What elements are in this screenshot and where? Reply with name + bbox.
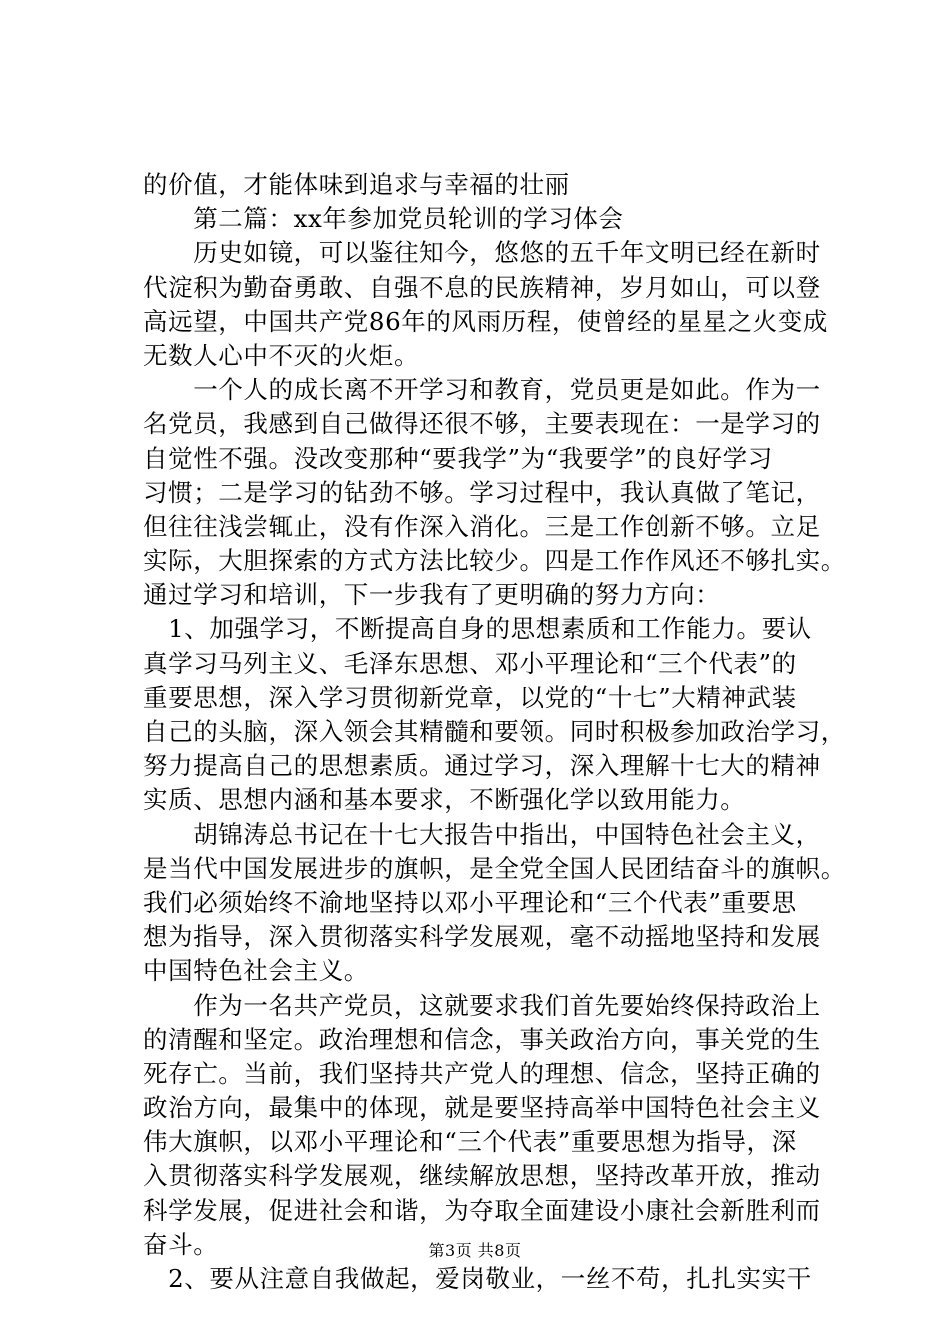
text-line: 历史如镜，可以鉴往知今，悠悠的五千年文明已经在新时: [143, 238, 821, 268]
text-line: 入贯彻落实科学发展观，继续解放思想，坚持改革开放，推动: [143, 1161, 821, 1191]
text-line: 努力提高自己的思想素质。通过学习，深入理解十七大的精神: [143, 751, 821, 781]
text-line: 胡锦涛总书记在十七大报告中指出，中国特色社会主义，: [143, 819, 821, 849]
text-line: 高远望，中国共产党86年的风雨历程，使曾经的星星之火变成: [143, 306, 828, 336]
text-line: 科学发展，促进社会和谐，为夺取全面建设小康社会新胜利而: [143, 1195, 821, 1225]
text-line: 代淀积为勤奋勇敢、自强不息的民族精神，岁月如山，可以登: [143, 272, 821, 302]
text-line: 无数人心中不灭的火炬。: [143, 340, 420, 370]
text-line: 死存亡。当前，我们坚持共产党人的理想、信念，坚持正确的: [143, 1058, 821, 1088]
text-line: 实质、思想内涵和基本要求，不断强化学以致用能力。: [143, 785, 746, 815]
text-line: 的价值，才能体味到追求与幸福的壮丽: [143, 170, 570, 199]
document-body: [143, 168, 846, 1296]
page-footer: 第3页 共8页: [428, 1241, 522, 1260]
text-line: 自觉性不强。没改变那种“要我学”为“我要学”的良好学习: [143, 443, 773, 473]
text-line: 实际，大胆探索的方式方法比较少。四是工作作风还不够扎实。: [143, 546, 846, 576]
text-line: 但往往浅尝辄止，没有作深入消化。三是工作创新不够。立足: [143, 511, 821, 541]
text-line: 想为指导，深入贯彻落实科学发展观，毫不动摇地坚持和发展: [143, 922, 821, 952]
text-line: 是当代中国发展进步的旗帜，是全党全国人民团结奋斗的旗帜。: [143, 853, 846, 883]
text-line: 政治方向，最集中的体现，就是要坚持高举中国特色社会主义: [143, 1093, 821, 1123]
text-line: 自己的头脑，深入领会其精髓和要领。同时积极参加政治学习，: [143, 717, 846, 746]
text-line: 伟大旗帜，以邓小平理论和“三个代表”重要思想为指导，深: [143, 1127, 797, 1157]
text-line: 真学习马列主义、毛泽东思想、邓小平理论和“三个代表”的: [143, 648, 797, 678]
text-line: 我们必须始终不渝地坚持以邓小平理论和“三个代表”重要思: [143, 887, 797, 917]
text-line: 习惯；二是学习的钻劲不够。学习过程中，我认真做了笔记，: [143, 477, 821, 507]
text-line: 2、要从注意自我做起，爱岗敬业，一丝不苟，扎扎实实干: [143, 1264, 812, 1293]
text-line: 1、加强学习，不断提高自身的思想素质和工作能力。要认: [143, 614, 812, 644]
text-line: 一个人的成长离不开学习和教育，党员更是如此。作为一: [143, 375, 821, 405]
text-line: 名党员，我感到自己做得还很不够，主要表现在：一是学习的: [143, 409, 821, 439]
text-line: 的清醒和坚定。政治理想和信念，事关政治方向，事关党的生: [143, 1024, 821, 1054]
text-line: 中国特色社会主义。: [143, 956, 369, 986]
text-line: 通过学习和培训，下一步我有了更明确的努力方向：: [143, 580, 721, 610]
text-line: 作为一名共产党员，这就要求我们首先要始终保持政治上: [143, 990, 821, 1020]
section-heading: 第二篇：xx年参加党员轮训的学习体会: [143, 204, 624, 234]
text-line: 重要思想，深入学习贯彻新党章，以党的“十七”大精神武装: [143, 682, 797, 712]
text-line: 奋斗。: [143, 1229, 219, 1259]
